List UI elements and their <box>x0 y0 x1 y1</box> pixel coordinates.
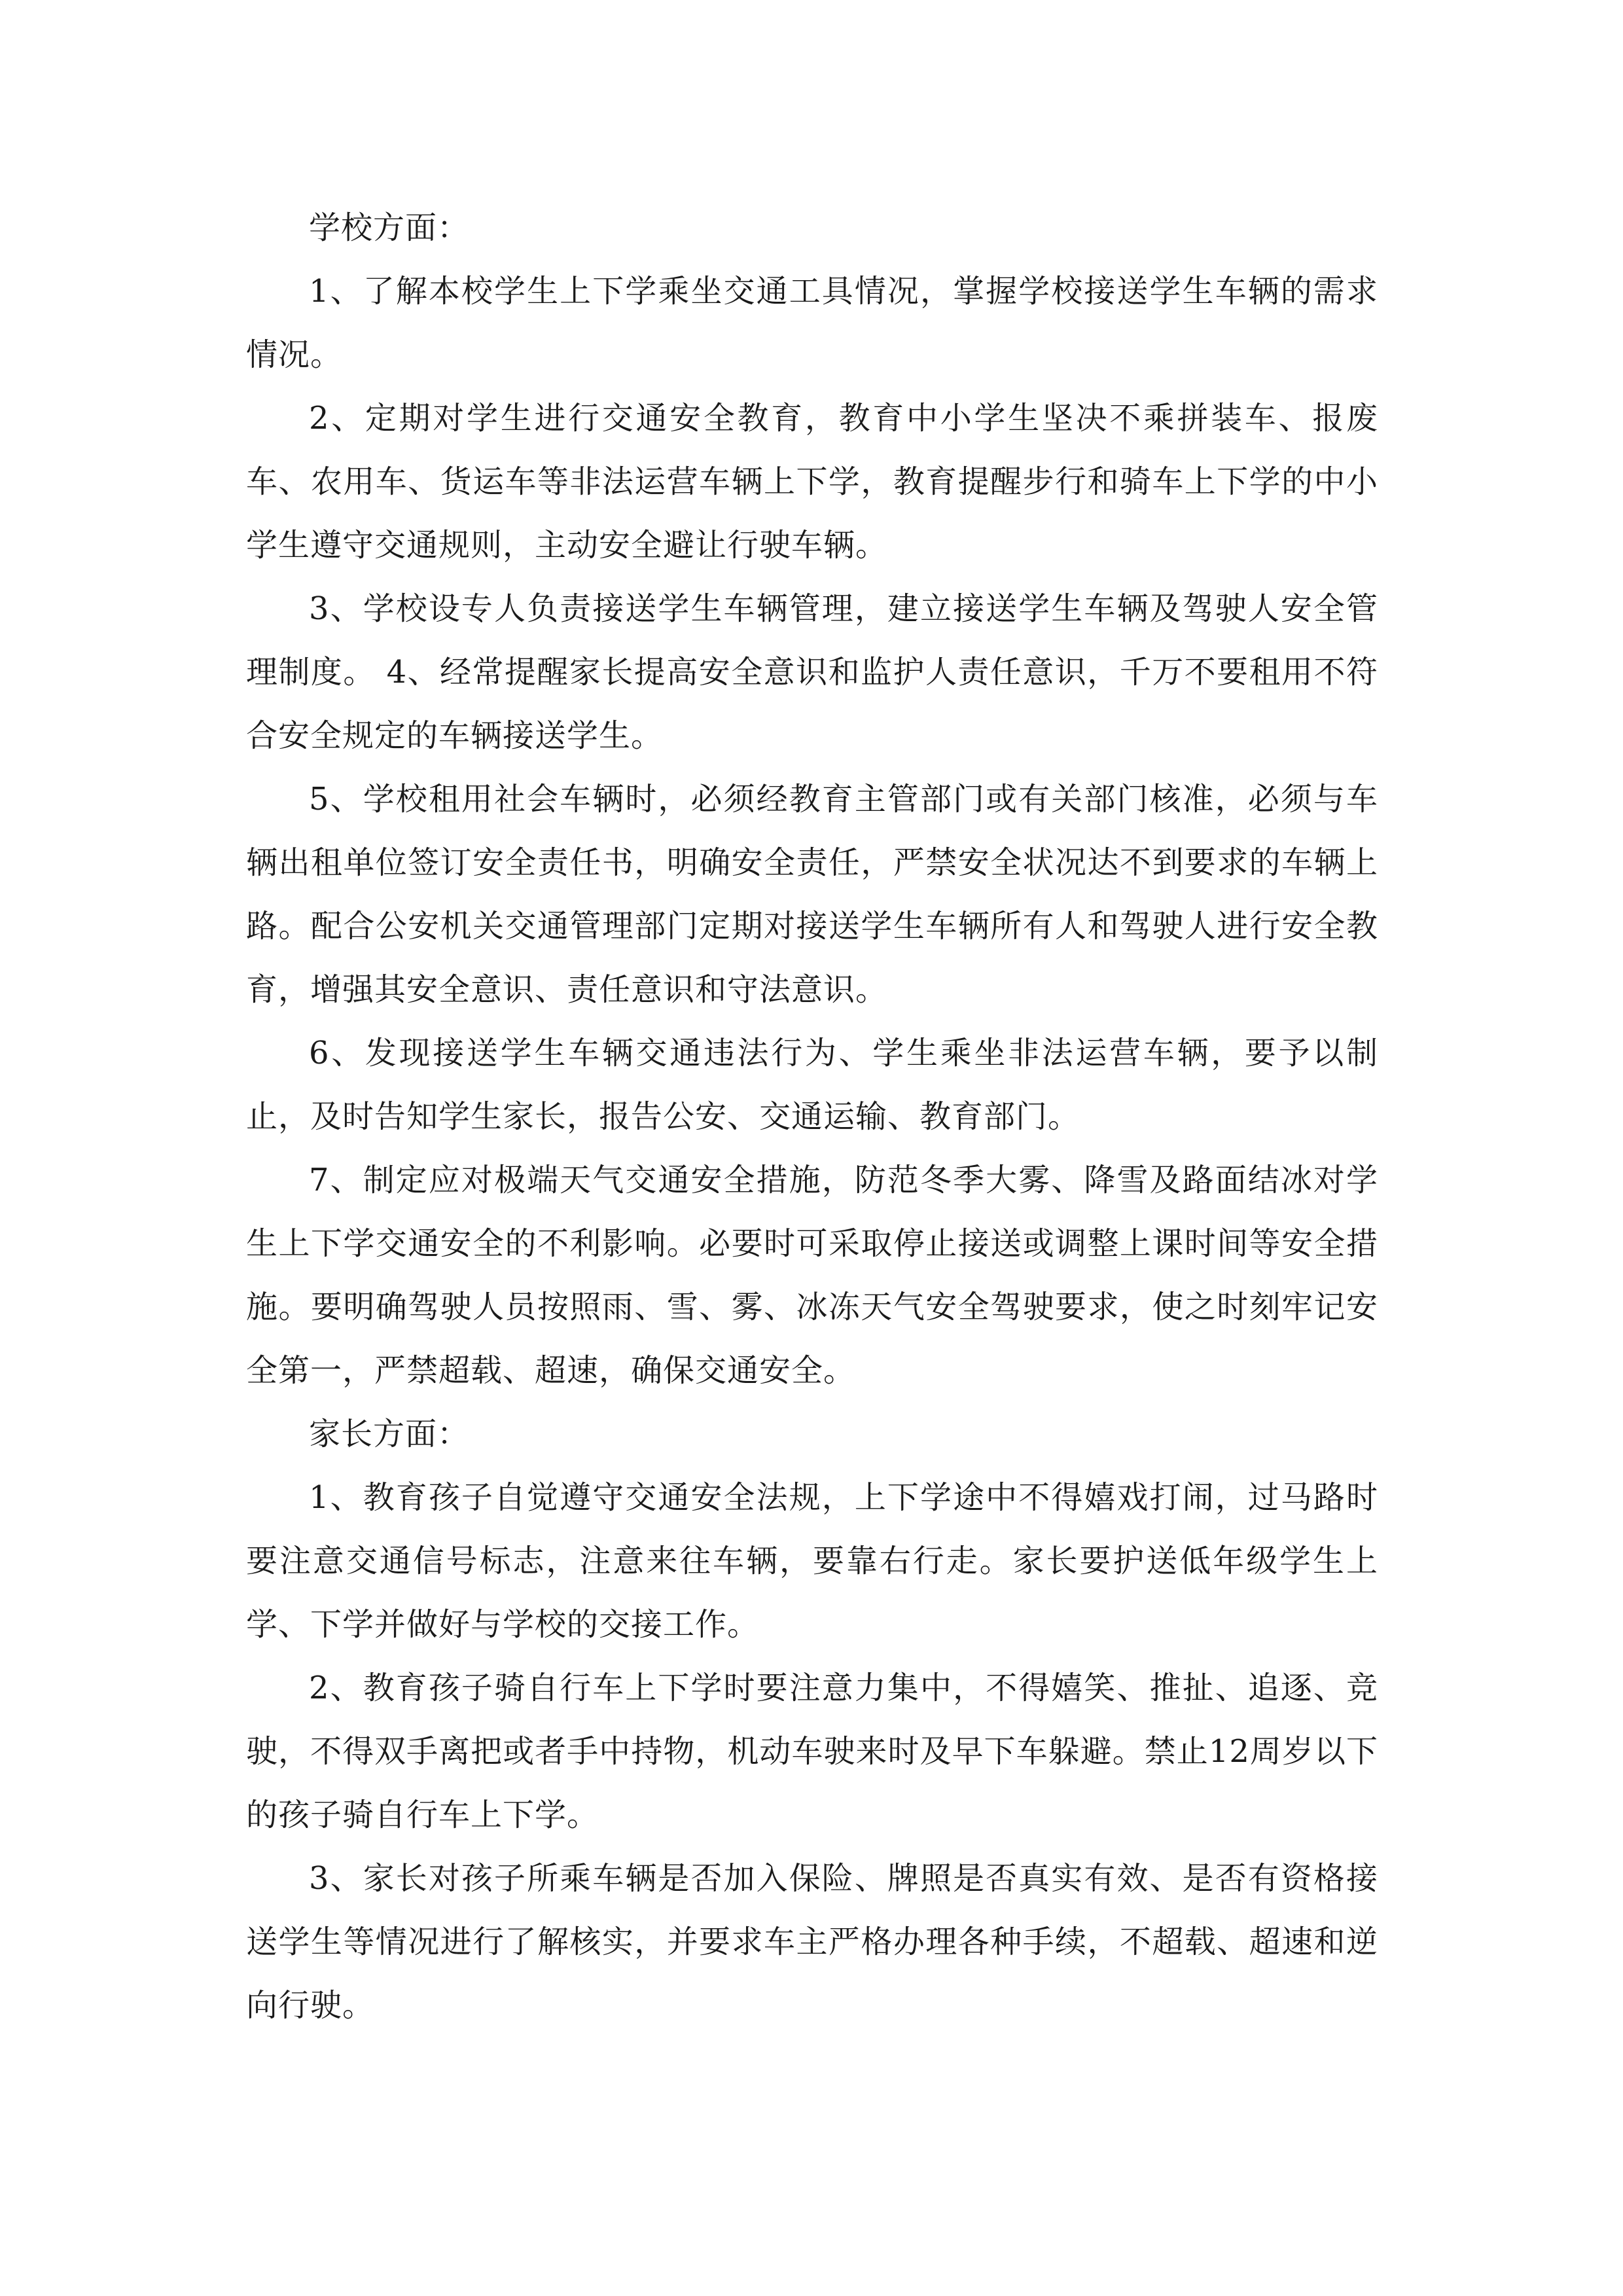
school-section-heading: 学校方面： <box>309 209 470 246</box>
school-item-6: 6、发现接送学生车辆交通违法行为、学生乘坐非法运营车辆，要予以制止，及时告知学生家长，报告公安、交通运输、教育部门。 <box>246 1035 1378 1135</box>
parent-section-heading: 家长方面： <box>309 1416 470 1452</box>
school-item-2: 2、定期对学生进行交通安全教育，教育中小学生坚决不乘拼装车、报废车、农用车、货运车等非法运营车辆上下学，教育提醒步行和骑车上下学的中小学生遵守交通规则，主动安全避让行驶车辆。 <box>246 400 1378 564</box>
parent-item-3: 3、家长对孩子所乘车辆是否加入保险、牌照是否真实有效、是否有资格接送学生等情况进行了解核实，并要求车主严格办理各种手续，不超载、超速和逆向行驶。 <box>246 1860 1378 2024</box>
school-item-1: 1、了解本校学生上下学乘坐交通工具情况，掌握学校接送学生车辆的需求情况。 <box>246 273 1378 373</box>
school-item-7: 7、制定应对极端天气交通安全措施，防范冬季大雾、降雪及路面结冰对学生上下学交通安全的不利影响。必要时可采取停止接送或调整上课时间等安全措施。要明确驾驶人员按照雨、雪、雾、冰冻天气安全驾驶要求，使之时刻牢记安全第一，严禁超载、超速，确保交通安全。 <box>246 1162 1378 1389</box>
school-item-5: 5、学校租用社会车辆时，必须经教育主管部门或有关部门核准，必须与车辆出租单位签订安全责任书，明确安全责任，严禁安全状况达不到要求的车辆上路。配合公安机关交通管理部门定期对接送学生车辆所有人和驾驶人进行安全教育，增强其安全意识、责任意识和守法意识。 <box>246 781 1378 1008</box>
school-item-3-4: 3、学校设专人负责接送学生车辆管理，建立接送学生车辆及驾驶人安全管理制度。 4、经常提醒家长提高安全意识和监护人责任意识，千万不要租用不符合安全规定的车辆接送学生。 <box>246 590 1378 754</box>
parent-item-1: 1、教育孩子自觉遵守交通安全法规，上下学途中不得嬉戏打闹，过马路时要注意交通信号标志，注意来往车辆，要靠右行走。家长要护送低年级学生上学、下学并做好与学校的交接工作。 <box>246 1479 1378 1643</box>
parent-item-2: 2、教育孩子骑自行车上下学时要注意力集中，不得嬉笑、推扯、追逐、竞驶，不得双手离把或者手中持物，机动车驶来时及早下车躲避。禁止12周岁以下的孩子骑自行车上下学。 <box>246 1670 1378 1833</box>
document-body <box>246 196 1378 2037</box>
